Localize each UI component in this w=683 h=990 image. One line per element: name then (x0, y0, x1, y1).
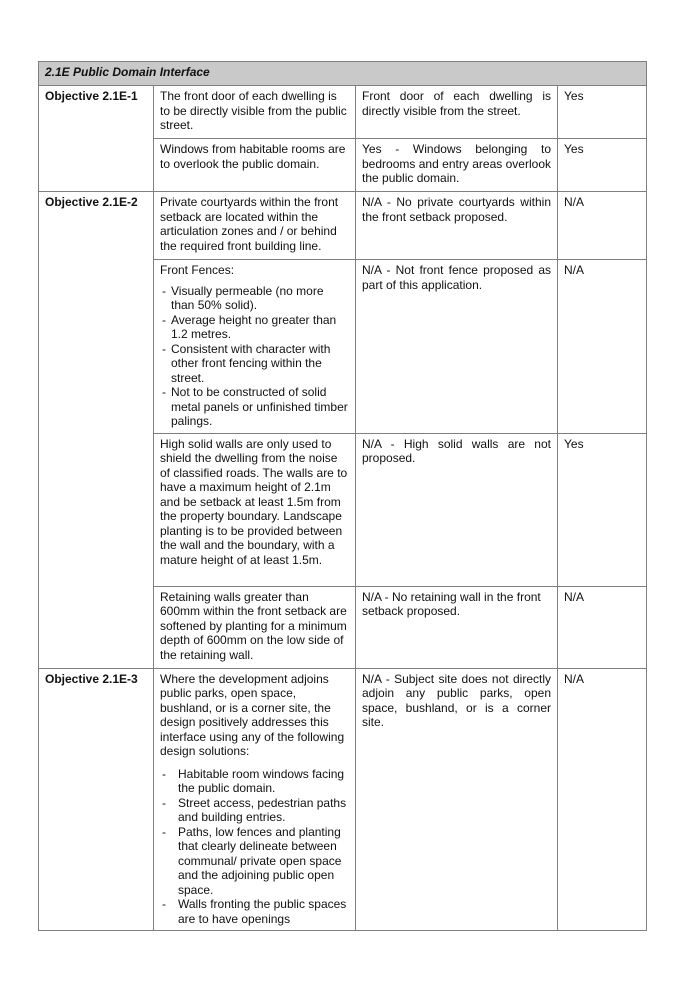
section-header-row (39, 62, 647, 86)
control-cell: High solid walls are only used to shield the dwelling from the noise of classified roads. The walls are to have a maximum height of 2.1m and be setback at least 1.5m from the property boundary. Landscape planting is to be provided between the wall and the boundary, with a mature height of at least 1.5m. (154, 433, 356, 586)
response-cell: N/A - High solid walls are not proposed. (356, 433, 558, 586)
objective-cell: Objective 2.1E-1 (39, 86, 154, 192)
control-cell: Windows from habitable rooms are to overlook the public domain. (154, 139, 356, 192)
control-heading: Front Fences: (160, 263, 235, 277)
list-item: - Walls fronting the public spaces are to have openings (160, 897, 349, 926)
response-cell: N/A - No retaining wall in the front setback proposed. (356, 586, 558, 668)
control-cell (154, 668, 356, 931)
control-list (160, 284, 349, 429)
list-item: - Paths, low fences and planting that clearly delineate between communal/ private open space and the adjoining public open space. (160, 825, 349, 898)
compliance-cell: Yes (558, 433, 647, 586)
list-item: - Not to be constructed of solid metal panels or unfinished timber palings. (160, 385, 349, 429)
list-item: - Visually permeable (no more than 50% solid). (160, 284, 349, 313)
compliance-cell: Yes (558, 86, 647, 139)
control-cell: Retaining walls greater than 600mm within the front setback are softened by planting for a minimum depth of 600mm on the low side of the retaining wall. (154, 586, 356, 668)
objective-cell: Objective 2.1E-3 (39, 668, 154, 931)
list-item: - Consistent with character with other front fencing within the street. (160, 342, 349, 386)
compliance-cell: N/A (558, 192, 647, 260)
control-cell (154, 260, 356, 434)
list-item: - Habitable room windows facing the public domain. (160, 767, 349, 796)
control-heading: Where the development adjoins public parks, open space, bushland, or is a corner site, the design positively addresses this interface using any of the following design solutions: (160, 671, 345, 758)
compliance-cell: N/A (558, 586, 647, 668)
response-cell: N/A - No private courtyards within the front setback proposed. (356, 192, 558, 260)
response-cell: Front door of each dwelling is directly visible from the street. (356, 86, 558, 139)
compliance-cell: N/A (558, 260, 647, 434)
compliance-cell: Yes (558, 139, 647, 192)
objective-cell: Objective 2.1E-2 (39, 192, 154, 669)
control-cell: Private courtyards within the front setback are located within the articulation zones and / or behind the required front building line. (154, 192, 356, 260)
response-cell: N/A - Subject site does not directly adjoin any public parks, open space, bushland, or is a corner site. (356, 668, 558, 931)
response-cell: N/A - Not front fence proposed as part of this application. (356, 260, 558, 434)
table-row (39, 668, 647, 931)
table-row (39, 192, 647, 260)
list-item: - Street access, pedestrian paths and building entries. (160, 796, 349, 825)
document-page (38, 61, 646, 931)
control-cell: The front door of each dwelling is to be directly visible from the public street. (154, 86, 356, 139)
compliance-cell: N/A (558, 668, 647, 931)
compliance-table (38, 61, 647, 931)
response-cell: Yes - Windows belonging to bedrooms and entry areas overlook the public domain. (356, 139, 558, 192)
control-list (160, 767, 349, 927)
section-title: 2.1E Public Domain Interface (39, 62, 647, 86)
table-row (39, 86, 647, 139)
list-item: - Average height no greater than 1.2 metres. (160, 313, 349, 342)
